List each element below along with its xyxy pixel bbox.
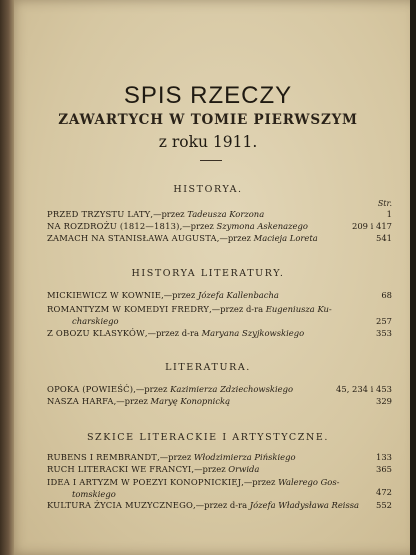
toc-entry xyxy=(47,328,392,340)
entry-by: ,—przez xyxy=(241,477,279,487)
entry-title: RUCH LITERACKI WE FRANCYI xyxy=(47,464,192,474)
entry-by: ,—przez xyxy=(113,396,151,406)
entry-pages: 353 xyxy=(376,328,392,338)
entry-author: Szymona Askenazego xyxy=(216,221,308,231)
toc-entry xyxy=(47,221,392,233)
entry-pages: 541 xyxy=(376,233,392,243)
entry-by: ,—przez xyxy=(157,452,194,462)
entry-title: RUBENS I REMBRANDT xyxy=(47,452,158,462)
entry-author: Józefa Kallenbacha xyxy=(197,290,279,300)
entry-pages: 68 xyxy=(381,290,392,300)
entry-author: Eugeniusza Ku- xyxy=(265,304,332,314)
entry-by: ,—przez d-ra xyxy=(209,304,266,314)
entry-pages: 329 xyxy=(376,396,392,406)
entry-title: NASZA HARFA xyxy=(47,396,114,406)
entry-by: ,—przez xyxy=(179,221,217,231)
entry-title: MICKIEWICZ W KOWNIE xyxy=(47,290,162,300)
entry-pages: 209 i 417 xyxy=(352,221,392,231)
entry-pages: 552 xyxy=(376,500,392,510)
section-heading: LITERATURA. xyxy=(165,362,251,373)
entry-by: ,—przez xyxy=(216,233,254,243)
entry-author: Tadeusza Korzona xyxy=(187,209,265,219)
entry-author: Orwida xyxy=(228,464,260,474)
entry-pages: 1 xyxy=(386,209,392,219)
toc-entry xyxy=(47,233,392,245)
entry-author: Włodzimierza Pińskiego xyxy=(193,452,296,462)
entry-pages: 365 xyxy=(376,464,392,474)
entry-author: Maryę Konopnicką xyxy=(150,396,231,406)
volume-year: z roku 1911. xyxy=(158,133,258,151)
entry-title: ROMANTYZM W KOMEDYI FREDRY xyxy=(47,304,210,314)
entry-author: Maryana Szyjkowskiego xyxy=(201,328,305,338)
toc-entry xyxy=(47,290,392,302)
entry-title: OPOKA (POWIEŚĆ) xyxy=(47,384,134,394)
toc-entry xyxy=(47,452,392,464)
entry-author: Kazimierza Zdziechowskiego xyxy=(170,384,294,394)
entry-title: Z OBOZU KLASYKÓW xyxy=(47,328,145,338)
toc-entry xyxy=(47,477,392,489)
entry-author-continuation: charskiego xyxy=(72,316,119,326)
entry-author: Macieja Loreta xyxy=(253,233,318,243)
toc-entry xyxy=(47,209,392,221)
entry-pages: 257 xyxy=(376,316,392,326)
entry-pages: 133 xyxy=(376,452,392,462)
pages-column-header: Str. xyxy=(377,199,392,208)
entry-pages: 472 xyxy=(376,487,392,497)
entry-author: Józefa Władysława Reissa xyxy=(249,500,360,510)
entry-by: ,—przez xyxy=(150,209,188,219)
entry-title: NA ROZDROŻU (1812—1813) xyxy=(47,221,180,231)
entry-author-continuation: tomskiego xyxy=(72,489,116,499)
section-heading: HISTORYA. xyxy=(173,184,243,195)
entry-pages: 45, 234 i 453 xyxy=(336,384,392,394)
toc-entry xyxy=(47,500,392,512)
page-subtitle: ZAWARTYCH W TOMIE PIERWSZYM xyxy=(58,112,358,128)
section-heading: HISTORYA LITERATURY. xyxy=(131,268,285,279)
toc-entry xyxy=(47,304,392,316)
entry-title: KULTURA ŻYCIA MUZYCZNEGO xyxy=(47,500,194,510)
toc-entry xyxy=(47,464,392,476)
entry-title: IDEA I ARTYZM W POEZYI KONOPNICKIEJ xyxy=(47,477,242,487)
section-heading: SZKICE LITERACKIE I ARTYSTYCZNE. xyxy=(86,432,330,443)
toc-entry xyxy=(47,384,392,396)
entry-by: ,—przez xyxy=(161,290,198,300)
toc-entry xyxy=(47,396,392,408)
entry-title: ZAMACH NA STANISŁAWA AUGUSTA xyxy=(47,233,217,243)
title-divider xyxy=(200,160,222,161)
entry-by: ,—przez d-ra xyxy=(193,500,250,510)
entry-author: Walerego Gos- xyxy=(278,477,340,487)
entry-title: PRZED TRZYSTU LATY xyxy=(47,209,151,219)
page-title: SPIS RZECZY xyxy=(123,82,293,109)
entry-by: ,—przez xyxy=(191,464,229,474)
entry-by: ,—przez xyxy=(133,384,171,394)
entry-by: ,—przez d-ra xyxy=(144,328,202,338)
